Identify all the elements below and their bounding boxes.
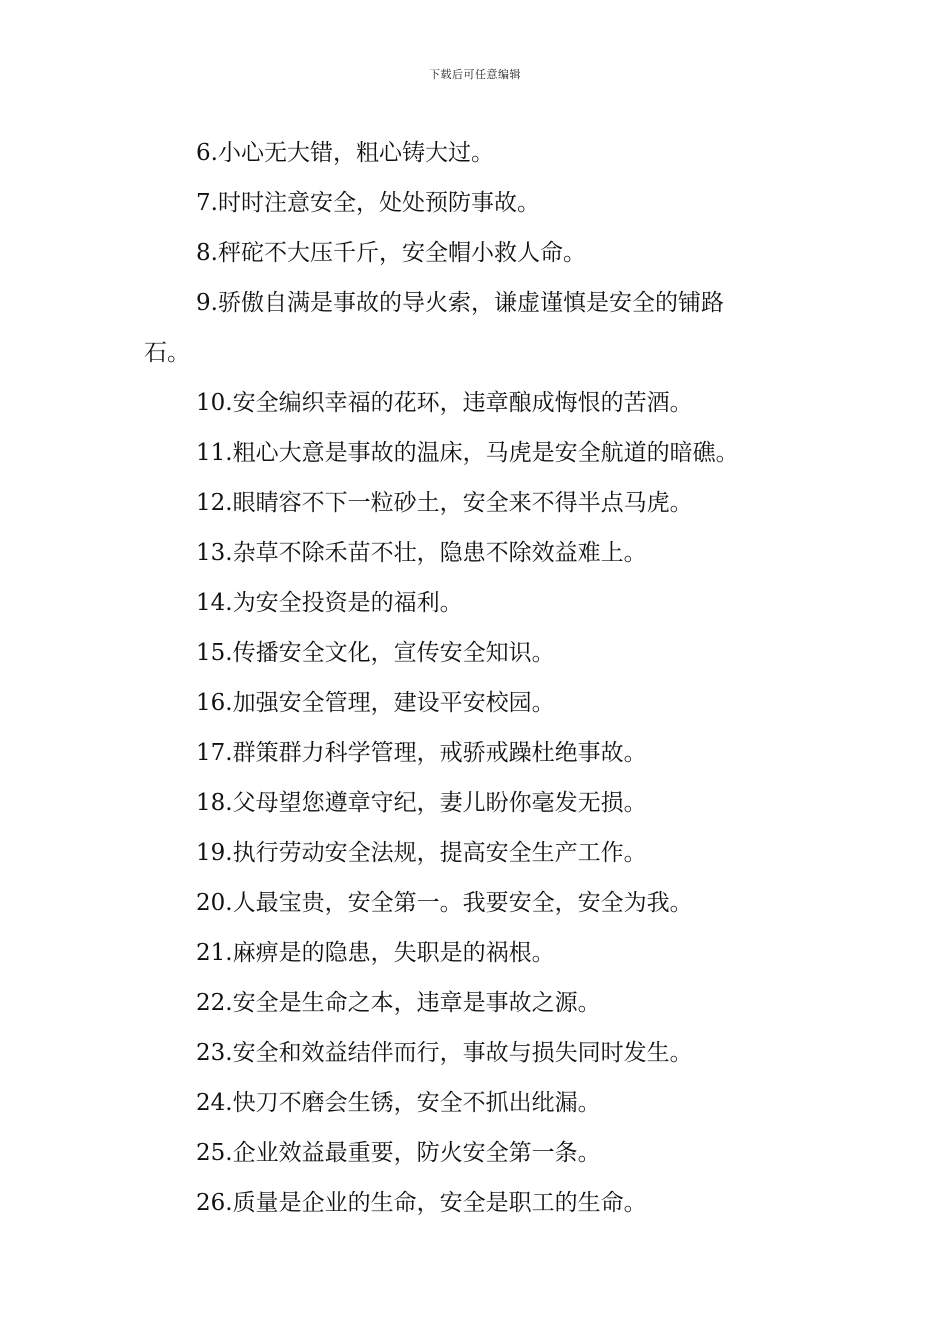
list-item: 24.快刀不磨会生锈，安全不抓出纰漏。 bbox=[196, 1090, 601, 1116]
list-item: 19.执行劳动安全法规，提高安全生产工作。 bbox=[196, 840, 647, 866]
list-item: 13.杂草不除禾苗不壮，隐患不除效益难上。 bbox=[196, 540, 647, 566]
header-note: 下载后可任意编辑 bbox=[429, 68, 521, 81]
list-item: 26.质量是企业的生命，安全是职工的生命。 bbox=[196, 1190, 647, 1216]
list-item: 10.安全编织幸福的花环，违章酿成悔恨的苦酒。 bbox=[196, 390, 693, 416]
list-item: 15.传播安全文化，宣传安全知识。 bbox=[196, 640, 555, 666]
slogan-list bbox=[144, 128, 814, 1228]
list-item: 18.父母望您遵章守纪，妻儿盼你毫发无损。 bbox=[196, 790, 647, 816]
list-item: 20.人最宝贵，安全第一。我要安全，安全为我。 bbox=[196, 890, 693, 916]
list-item: 12.眼睛容不下一粒砂土，安全来不得半点马虎。 bbox=[196, 490, 693, 516]
list-item: 6.小心无大错，粗心铸大过。 bbox=[196, 140, 494, 166]
list-item: 9.骄傲自满是事故的导火索，谦虚谨慎是安全的铺路 bbox=[196, 290, 724, 316]
list-item: 22.安全是生命之本，违章是事故之源。 bbox=[196, 990, 601, 1016]
list-item: 7.时时注意安全，处处预防事故。 bbox=[196, 190, 540, 216]
list-item-continuation: 石。 bbox=[144, 340, 190, 366]
list-item: 25.企业效益最重要，防火安全第一条。 bbox=[196, 1140, 601, 1166]
list-item: 8.秤砣不大压千斤，安全帽小救人命。 bbox=[196, 240, 586, 266]
list-item: 11.粗心大意是事故的温床，马虎是安全航道的暗礁。 bbox=[196, 440, 739, 466]
list-item: 17.群策群力科学管理，戒骄戒躁杜绝事故。 bbox=[196, 740, 647, 766]
list-item: 21.麻痹是的隐患，失职是的祸根。 bbox=[196, 940, 555, 966]
list-item: 14.为安全投资是的福利。 bbox=[196, 590, 463, 616]
list-item: 23.安全和效益结伴而行，事故与损失同时发生。 bbox=[196, 1040, 693, 1066]
list-item: 16.加强安全管理，建设平安校园。 bbox=[196, 690, 555, 716]
